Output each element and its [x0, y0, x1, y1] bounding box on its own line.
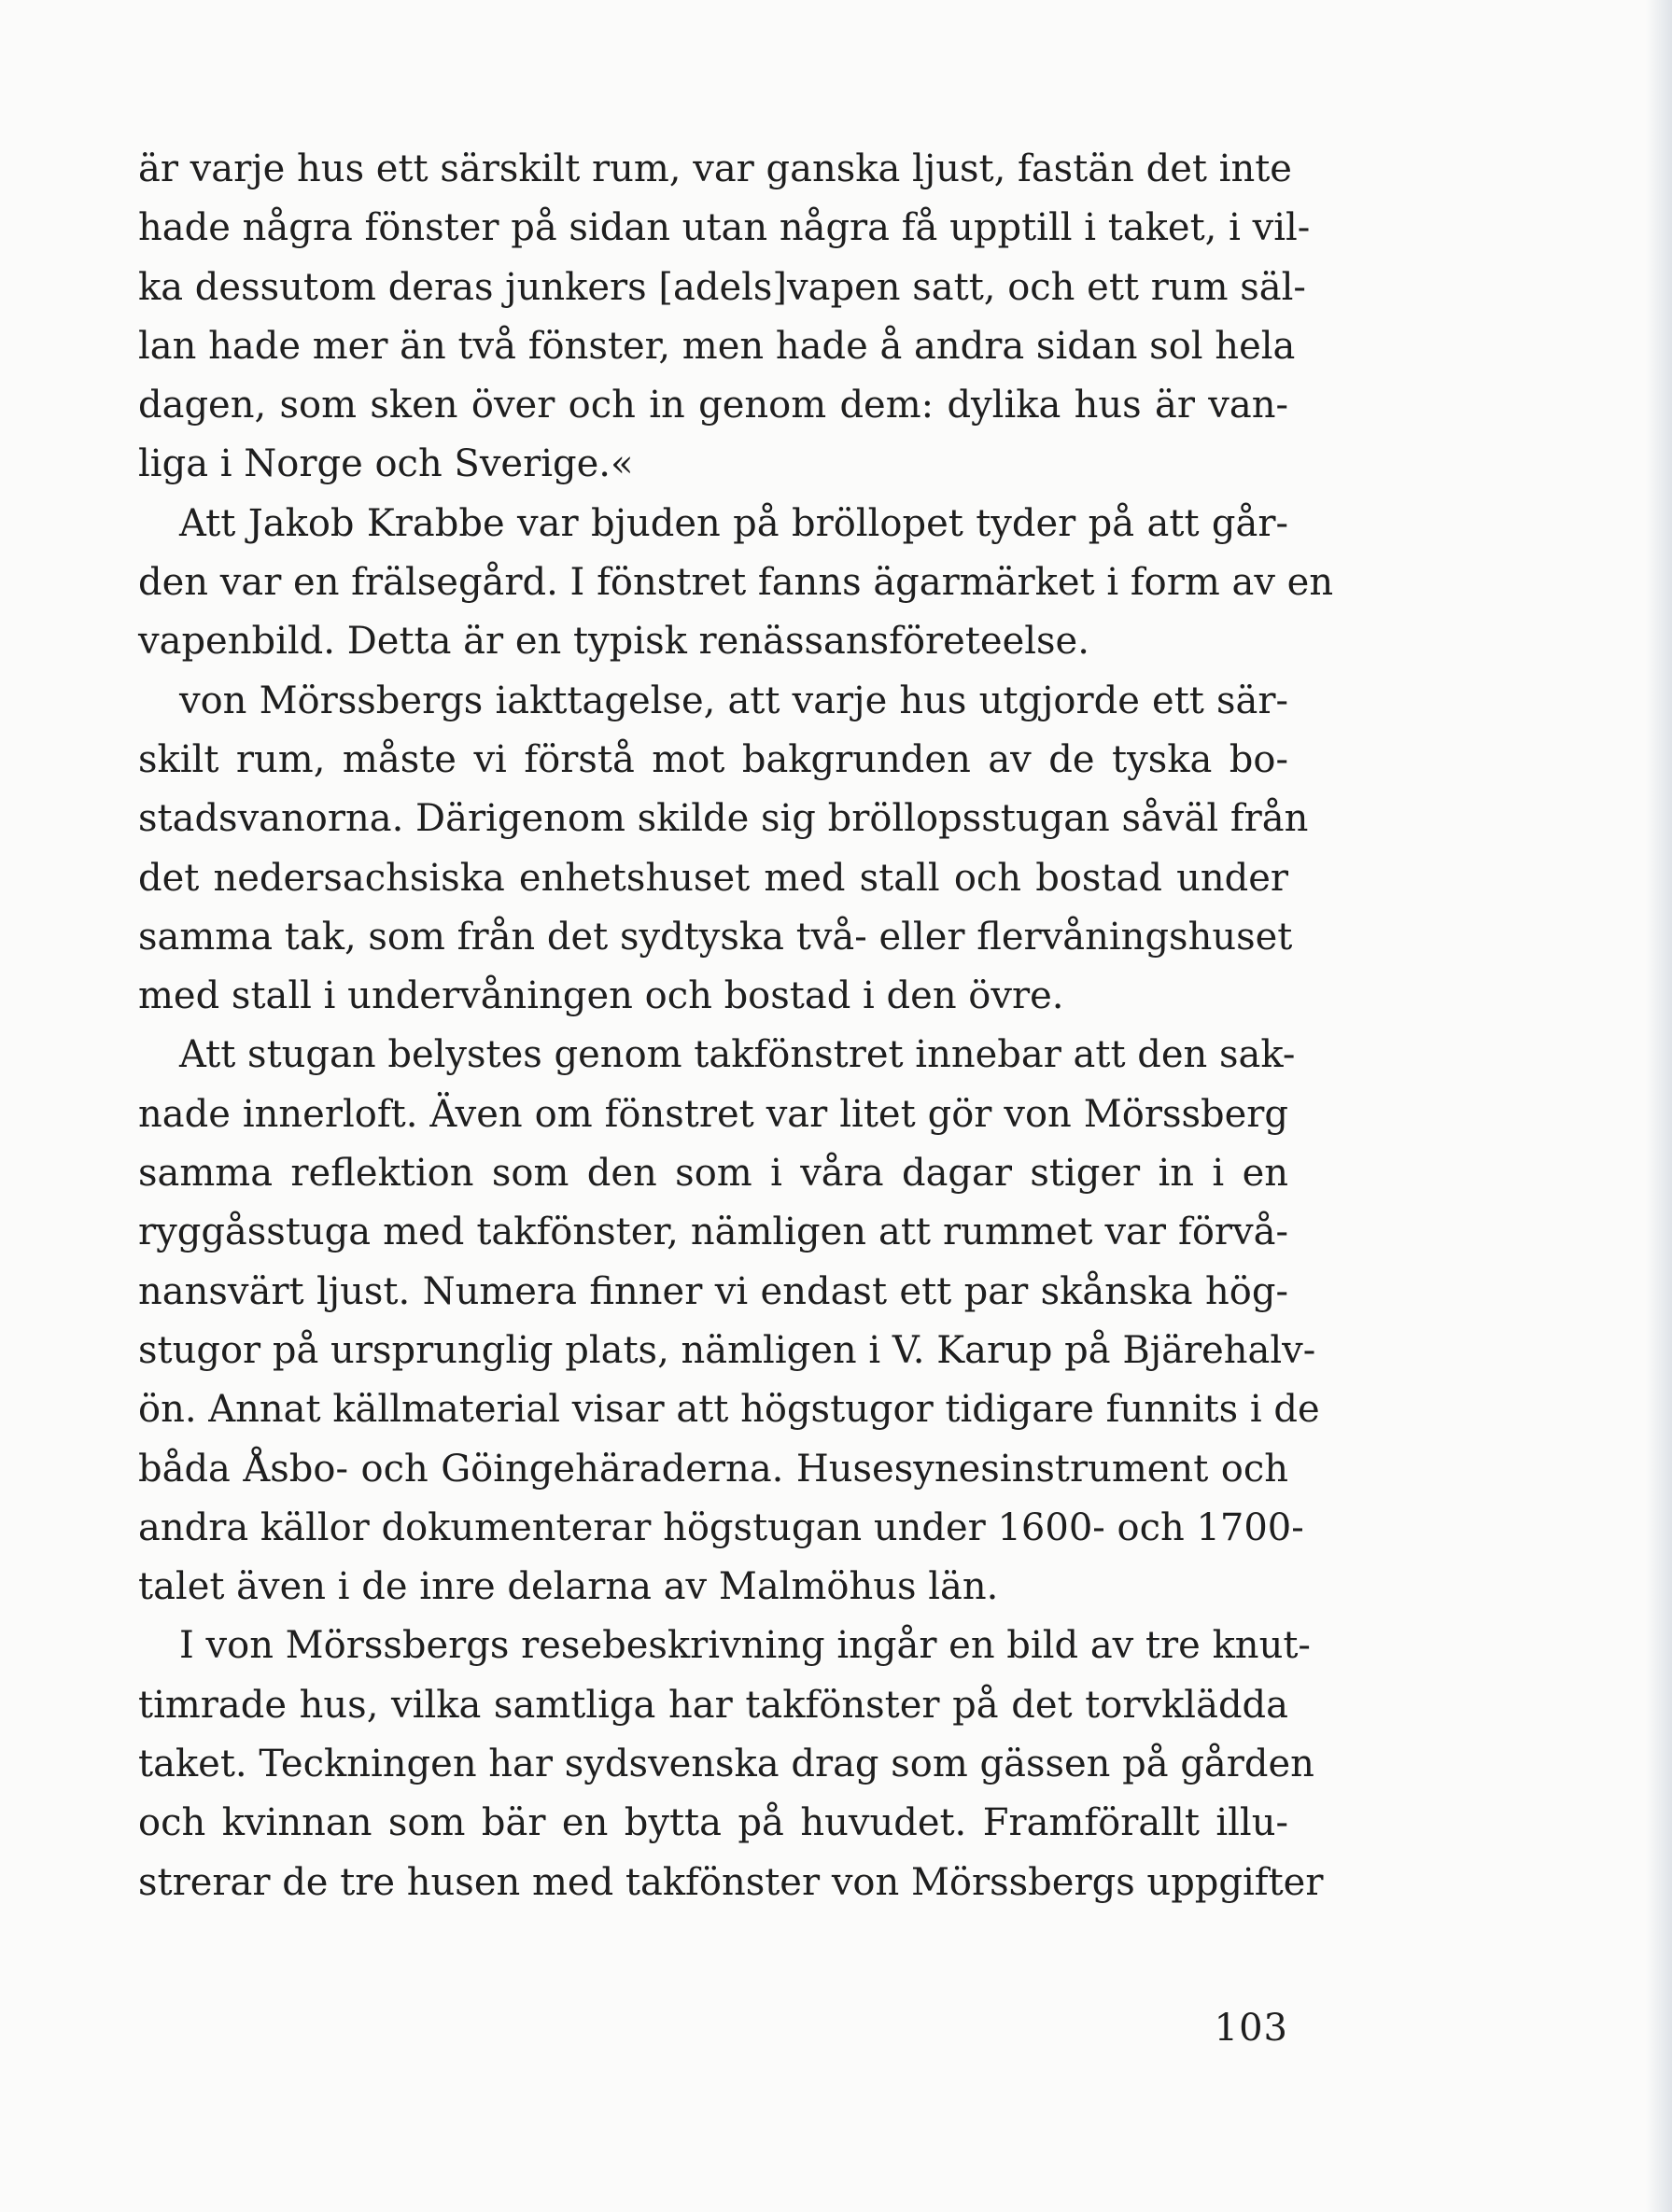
body-text — [138, 140, 1334, 1912]
text-line: talet även i de inre delarna av Malmöhus län. — [138, 1565, 999, 1609]
text-line: von Mörssbergs iakttagelse, att varje hus utgjorde ett sär- — [179, 679, 1288, 722]
text-line: ryggåsstuga med takfönster, nämligen att rummet var förvå- — [138, 1211, 1288, 1254]
text-line: är varje hus ett särskilt rum, var ganska ljust, fastän det inte — [138, 147, 1292, 190]
text-line: liga i Norge och Sverige.« — [138, 442, 634, 486]
text-line: och kvinnan som bär en bytta på huvudet. Framförallt illu- — [138, 1801, 1288, 1845]
text-line: Att stugan belystes genom takfönstret innebar att den sak- — [179, 1033, 1296, 1077]
text-line: samma reflektion som den som i våra dagar stiger in i en — [138, 1152, 1288, 1196]
text-line: strerar de tre husen med takfönster von Mörssbergs uppgifter — [138, 1860, 1324, 1904]
text-line: dagen, som sken över och in genom dem: dylika hus är van- — [138, 384, 1288, 427]
text-line: lan hade mer än två fönster, men hade å andra sidan sol hela — [138, 324, 1296, 368]
page-edge-shadow — [1646, 0, 1672, 2212]
text-line: båda Åsbo- och Göingehäraderna. Husesynesinstrument och — [138, 1447, 1288, 1491]
text-line: stadsvanorna. Därigenom skilde sig bröllopsstugan såväl från — [138, 797, 1309, 841]
text-line: andra källor dokumenterar högstugan under 1600- och 1700- — [138, 1505, 1304, 1549]
text-line: ka dessutom deras junkers [adels]vapen satt, och ett rum säl- — [138, 265, 1306, 309]
text-line: Att Jakob Krabbe var bjuden på bröllopet tyder på att går- — [179, 501, 1288, 545]
text-line: timrade hus, vilka samtliga har takfönster på det torvklädda — [138, 1683, 1288, 1727]
text-line: ön. Annat källmaterial visar att högstugor tidigare funnits i de — [138, 1388, 1320, 1432]
text-line: vapenbild. Detta är en typisk renässansföreteelse. — [138, 620, 1089, 664]
text-line: den var en frälsegård. I fönstret fanns ägarmärket i form av en — [138, 561, 1334, 605]
text-line: hade några fönster på sidan utan några få upptill i taket, i vil- — [138, 206, 1311, 250]
text-line: stugor på ursprunglig plats, nämligen i V. Karup på Bjärehalv- — [138, 1328, 1316, 1372]
text-line: samma tak, som från det sydtyska två- eller flervåningshuset — [138, 915, 1293, 959]
text-line: det nedersachsiska enhetshuset med stall och bostad under — [138, 856, 1288, 900]
page-number: 103 — [1214, 2007, 1288, 2050]
text-line: skilt rum, måste vi förstå mot bakgrunden av de tyska bo- — [138, 737, 1288, 781]
text-line: I von Mörssbergs resebeskrivning ingår en bild av tre knut- — [179, 1624, 1311, 1668]
text-line: nade innerloft. Även om fönstret var litet gör von Mörssberg — [138, 1092, 1288, 1136]
text-line: nansvärt ljust. Numera finner vi endast ett par skånska hög- — [138, 1269, 1288, 1313]
text-line: med stall i undervåningen och bostad i den övre. — [138, 974, 1064, 1018]
text-line: taket. Teckningen har sydsvenska drag som gässen på gården — [138, 1743, 1314, 1786]
